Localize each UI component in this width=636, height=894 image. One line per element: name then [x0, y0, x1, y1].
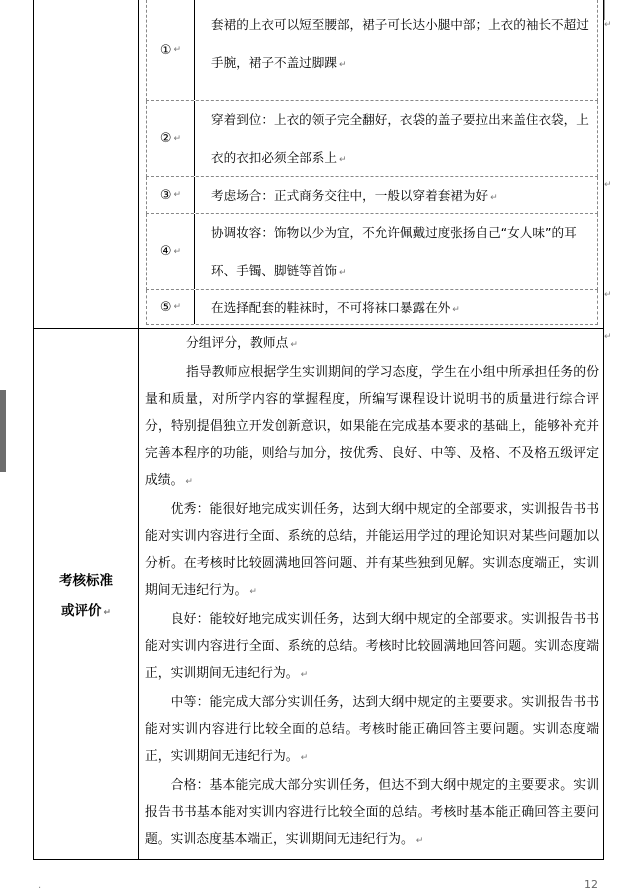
label-line: 考核标准 — [59, 573, 113, 589]
label-line: 或评价 — [60, 603, 102, 619]
paragraph: 指导教师应根据学生实训期间的学习态度，学生在小组中所承担任务的份量和质量，对所学内容的掌握程度，所编写课程设计说明书的质量进行综合评分，特别提倡独立开发创新意识，如果能在完成基本要求的基础上，能够补充并完善本程序的功能，则给与加分，按优秀、良好、中等、及格、不及格五级评定成绩。 — [145, 365, 599, 488]
scrollbar-marker — [0, 390, 6, 472]
inner-row — [146, 214, 598, 290]
inner-row — [146, 177, 598, 214]
row-text: 穿着到位：上衣的领子完全翻好，衣袋的盖子要拉出来盖住衣袋，上衣的衣扣必须全部系上 ↵ — [211, 112, 589, 165]
row-number: ① ↵ — [147, 0, 195, 100]
cell-mark: ↵ — [604, 332, 612, 342]
inner-row — [146, 101, 598, 177]
row-text: 考虑场合：正式商务交往中，一般以穿着套裙为好 ↵ — [211, 188, 498, 203]
row-number: ④ ↵ — [147, 214, 195, 289]
criteria-content: 分组评分，教师点 ↵ 指导教师应根据学生实训期间的学习态度，学生在小组中所承担任务的份量和质量，对所学内容的掌握程度，所编写课程设计说明书的质量进行综合评分，特别提倡独立开发创新意识，如果能在完成基本要求的基础上，能够补充并完善本程序的功能，则给与加分，按优秀、良好、中等、及格、不及格五级评定成绩。 ↵ 优秀：能很好地完成实训任务，达到大纲中规定的全部要求，实训报告书书能对实训内容进行全面、系统的总结，并能运用学过的理论知识对某些问题加以分析。在考核时比较圆满地回答问题、并有某些独到见解。实训态度端正，实训期间无违纪行为。 ↵ 良好：能较好地完成实训任务，达到大纲中规定的全部要求。实训报告书书能对实训内容进行全面、系统的总结。考核时比较圆满地回答问题。实训态度端正，实训期间无违纪行为。 ↵ 中等：能完成大部分实训任务，达到大纲中规定的主要要求。实训报告书书能对实训内容进行比较全面的总结。考核时能正确回答主要问题。实训态度端正，实训期间无违纪行为。 ↵ 合格：基本能完成大部分实训任务，但达不到大纲中规定的主要要求。实训报告书书基本能对实训内容进行比较全面的总结。考核时基本能正确回答主要问题。实训态度基本端正，实训期间无违纪行为。 ↵ — [145, 336, 599, 847]
row-text: 套裙的上衣可以短至腰部，裙子可长达小腿中部；上衣的袖长不超过手腕，裙子不盖过脚踝 ↵ — [211, 17, 589, 70]
footer-dot: · — [38, 883, 42, 894]
criteria-label: 考核标准 或评价 ↵ — [34, 566, 138, 628]
row-text: 协调妆容：饰物以少为宜，不允许佩戴过度张扬自己“女人味”的耳环、手镯、脚链等首饰 ↵ — [211, 225, 577, 278]
margin-tick — [604, 0, 605, 20]
cell-mark: ↵ — [604, 180, 612, 190]
row-number: ② ↵ — [147, 101, 195, 176]
paragraph: 良好：能较好地完成实训任务，达到大纲中规定的全部要求。实训报告书书能对实训内容进行全面、系统的总结。考核时比较圆满地回答问题。实训态度端正，实训期间无违纪行为。 — [145, 612, 599, 681]
paragraph: 合格：基本能完成大部分实训任务，但达不到大纲中规定的主要要求。实训报告书书基本能对实训内容进行比较全面的总结。考核时基本能正确回答主要问题。实训态度基本端正，实训期间无违纪行为。 — [145, 778, 599, 847]
inner-table — [146, 0, 598, 325]
inner-row — [146, 0, 598, 101]
cell-mark: ↵ — [604, 20, 612, 30]
row-divider — [33, 328, 604, 329]
inner-row — [146, 290, 598, 325]
row-text: 在选择配套的鞋袜时，不可将袜口暴露在外 ↵ — [211, 300, 460, 315]
cell-mark: ↵ — [604, 290, 612, 300]
row-number: ③ ↵ — [147, 177, 195, 213]
paragraph: 中等：能完成大部分实训任务，达到大纲中规定的主要要求。实训报告书书能对实训内容进行比较全面的总结。考核时能正确回答主要问题。实训态度端正，实训期间无违纪行为。 — [145, 695, 599, 764]
column-divider — [138, 0, 139, 860]
page-number: 12 — [584, 878, 598, 891]
row-number: ⑤ ↵ — [147, 290, 195, 324]
paragraph: 分组评分，教师点 — [185, 336, 289, 351]
paragraph: 优秀：能很好地完成实训任务，达到大纲中规定的全部要求，实训报告书书能对实训内容进行全面、系统的总结，并能运用学过的理论知识对某些问题加以分析。在考核时比较圆满地回答问题、并有某些独到见解。实训态度端正，实训期间无违纪行为。 — [145, 502, 599, 598]
